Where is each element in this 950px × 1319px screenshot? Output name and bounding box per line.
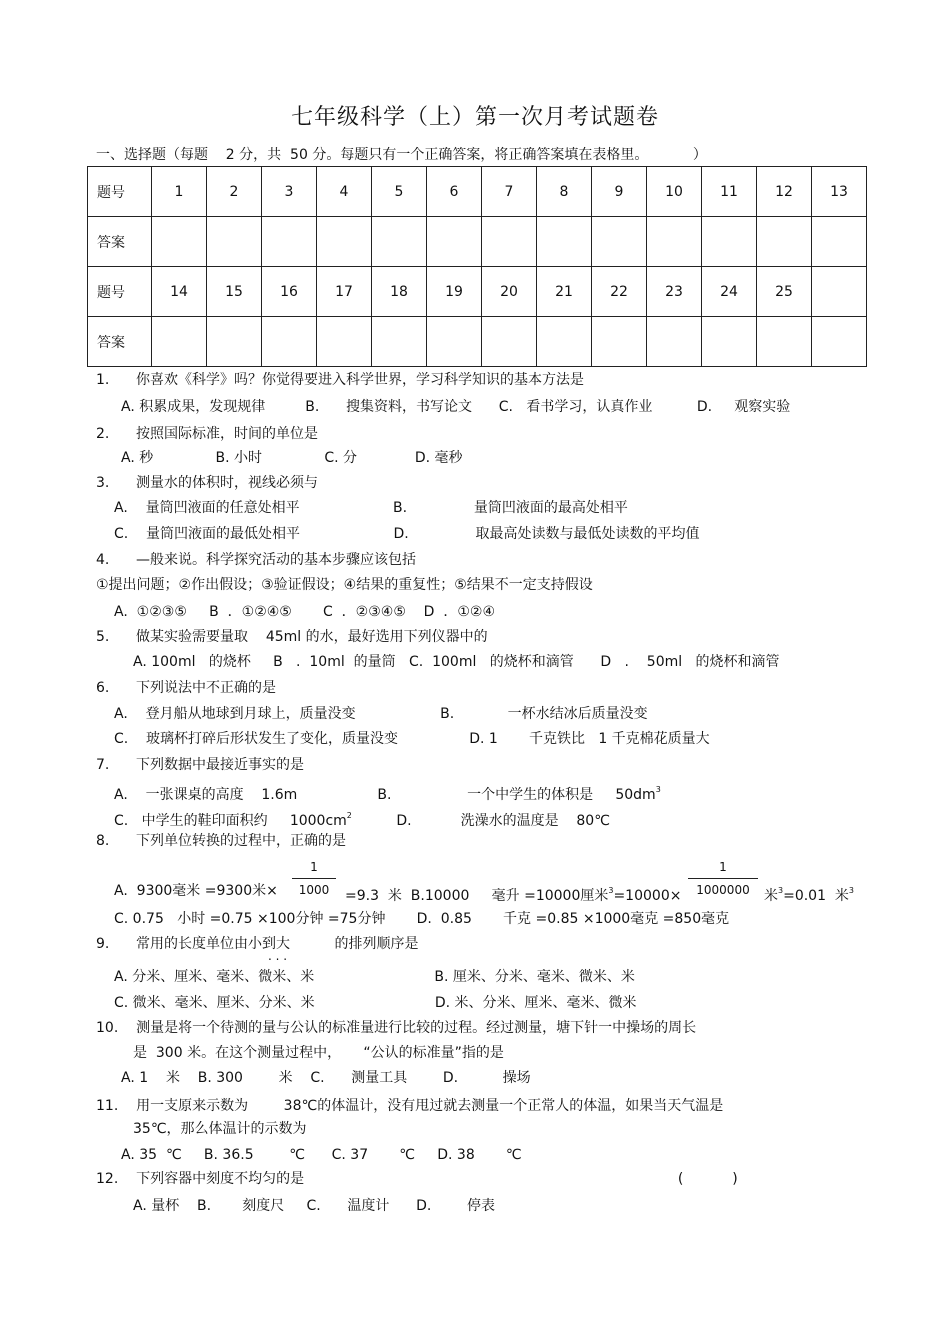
question-9: 9. 常用的长度单位由小到大 的排列顺序是 [96,936,419,952]
section-instruction: 一、选择题（每题 2 分，共 50 分。每题只有一个正确答案，将正确答案填在表格里。 ） [96,147,707,163]
answer-cell[interactable] [702,317,757,367]
emphasis-dots: . . . [268,949,288,963]
question-number-cell: 21 [537,267,592,317]
question-number-cell: 10 [647,167,702,217]
answer-cell[interactable] [482,217,537,267]
answer-cell[interactable] [317,217,372,267]
table-row [88,267,867,317]
answer-cell[interactable] [372,217,427,267]
answer-cell[interactable] [812,317,867,367]
superscript: 2 [346,811,352,820]
question-number-cell: 16 [262,267,317,317]
question-7: 7. 下列数据中最接近事实的是 [96,757,305,773]
question-11-options: A. 35 ℃ B. 36.5 ℃ C. 37 ℃ D. 38 ℃ [121,1147,522,1163]
answer-cell[interactable] [702,217,757,267]
superscript: 3 [848,886,854,895]
question-8: 8. 下列单位转换的过程中，正确的是 [96,833,347,849]
answer-cell[interactable] [757,217,812,267]
question-1-options: A. 积累成果，发现规律 B. 搜集资料，书写论文 C. 看书学习，认真作业 D. 观察实验 [121,399,791,415]
question-5-options: A. 100ml 的烧杯 B . 10ml 的量筒 C. 100ml 的烧杯和滴管 D . 50ml 的烧杯和滴管 [133,654,780,670]
option-text: =9.3 米 B.10000 毫升 =10000厘米 [345,888,609,904]
question-number-cell: 19 [427,267,482,317]
question-8-options-cd: C. 0.75 小时 =0.75 ×100分钟 =75分钟 D. 0.85 千克 =0.85 ×1000毫克 =850毫克 [114,911,730,927]
question-6-options-cd: C. 玻璃杯打碎后形状发生了变化，质量没变 D. 1 千克铁比 1 千克棉花质量大 [114,731,710,747]
option-text: =10000× [613,888,682,904]
table-row [88,317,867,367]
answer-cell[interactable] [812,217,867,267]
question-1: 1. 你喜欢《科学》吗？你觉得要进入科学世界，学习科学知识的基本方法是 [96,372,585,388]
question-number-cell: 11 [702,167,757,217]
question-number-cell: 25 [757,267,812,317]
answer-cell[interactable] [537,317,592,367]
question-6: 6. 下列说法中不正确的是 [96,680,277,696]
question-number-cell: 22 [592,267,647,317]
answer-cell[interactable] [207,317,262,367]
question-4-options: A. ①②③⑤ B ．①②④⑤ C ．②③④⑤ D ．①②④ [114,604,496,620]
answer-cell[interactable] [427,317,482,367]
fraction-numerator: 1 [719,860,727,874]
question-number-cell: 13 [812,167,867,217]
fraction-numerator: 1 [310,860,318,874]
fraction-denominator: 1000000 [696,883,750,897]
fraction-bar [292,878,336,879]
question-number-cell: 15 [207,267,262,317]
question-number-cell: 9 [592,167,647,217]
question-8-option-b-part3 [764,882,854,905]
option-text: C. 中学生的鞋印面积约 1000cm [114,813,347,829]
superscript: 3 [655,785,661,794]
question-number-cell: 5 [372,167,427,217]
answer-cell[interactable] [427,217,482,267]
page-title: 七年级科学（上）第一次月考试题卷 [290,105,659,130]
question-6-options-ab: A. 登月船从地球到月球上，质量没变 B. 一杯水结冰后质量没变 [114,706,648,722]
answer-table [87,166,867,367]
question-12-options: A. 量杯 B. 刻度尺 C. 温度计 D. 停表 [133,1198,495,1214]
question-9-options-cd: C. 微米、毫米、厘米、分米、米 D. 米、分米、厘米、毫米、微米 [114,995,637,1011]
table-header-cell: 题号 [88,267,152,317]
table-row [88,167,867,217]
question-number-cell: 2 [207,167,262,217]
question-10-options: A. 1 米 B. 300 米 C. 测量工具 D. 操场 [121,1070,531,1086]
question-7-options-ab [114,781,661,804]
table-header-cell: 题号 [88,167,152,217]
answer-cell[interactable] [647,317,702,367]
question-number-cell: 1 [152,167,207,217]
answer-cell[interactable] [372,317,427,367]
question-2-options: A. 秒 B. 小时 C. 分 D. 毫秒 [121,450,463,466]
option-text: D. 洗澡水的温度是 80℃ [351,813,610,829]
question-4-steps: ①提出问题；②作出假设；③验证假设；④结果的重复性；⑤结果不一定支持假设 [96,577,593,593]
question-number-cell: 8 [537,167,592,217]
answer-cell[interactable] [592,217,647,267]
question-8-option-a-part1: A. 9300毫米 =9300米× [114,883,278,899]
question-3: 3. 测量水的体积时，视线必须与 [96,475,319,491]
question-12: 12. 下列容器中刻度不均匀的是 ( ) [96,1171,738,1187]
question-number-cell: 24 [702,267,757,317]
answer-cell[interactable] [592,317,647,367]
question-number-cell: 20 [482,267,537,317]
answer-cell[interactable] [262,217,317,267]
answer-cell[interactable] [317,317,372,367]
table-header-cell: 答案 [88,317,152,367]
question-number-cell: 14 [152,267,207,317]
question-9-options-ab: A. 分米、厘米、毫米、微米、米 B. 厘米、分米、毫米、微米、米 [114,969,635,985]
question-number-cell: 23 [647,267,702,317]
superscript: 3 [778,886,784,895]
answer-cell[interactable] [152,217,207,267]
question-10-cont: 是 300 米。在这个测量过程中， “公认的标准量”指的是 [133,1045,504,1061]
superscript: 3 [608,886,614,895]
question-3-options-ab: A. 量筒凹液面的任意处相平 B. 量筒凹液面的最高处相平 [114,500,628,516]
answer-cell[interactable] [207,217,262,267]
table-header-cell: 答案 [88,217,152,267]
question-3-options-cd: C. 量筒凹液面的最低处相平 D. 取最高处读数与最低处读数的平均值 [114,526,700,542]
question-8-option-ab-part2 [345,882,681,905]
question-11-cont: 35℃，那么体温计的示数为 [133,1121,307,1137]
question-number-cell: 4 [317,167,372,217]
option-text: A. 一张课桌的高度 1.6m B. 一个中学生的体积是 50dm [114,787,656,803]
question-number-cell: 3 [262,167,317,217]
question-number-cell [812,267,867,317]
answer-cell[interactable] [537,217,592,267]
option-text: 米 [764,888,778,904]
question-number-cell: 18 [372,267,427,317]
question-number-cell: 6 [427,167,482,217]
question-2: 2. 按照国际标准，时间的单位是 [96,426,319,442]
answer-cell[interactable] [482,317,537,367]
answer-cell[interactable] [647,217,702,267]
question-number-cell: 17 [317,267,372,317]
question-11: 11. 用一支原来示数为 38℃的体温计，没有甩过就去测量一个正常人的体温，如果当天气温是 [96,1098,724,1114]
question-5: 5. 做某实验需要量取 45ml 的水，最好选用下列仪器中的 [96,629,488,645]
answer-cell[interactable] [757,317,812,367]
answer-cell[interactable] [152,317,207,367]
question-4: 4. —般来说。科学探究活动的基本步骤应该包括 [96,552,417,568]
table-row [88,217,867,267]
answer-cell[interactable] [262,317,317,367]
option-text: =0.01 米 [783,888,849,904]
question-7-options-cd [114,807,610,830]
fraction-bar [688,878,758,879]
question-number-cell: 12 [757,167,812,217]
fraction-denominator: 1000 [298,883,330,897]
question-10: 10. 测量是将一个待测的量与公认的标准量进行比较的过程。经过测量，塘下针一中操场的周长 [96,1020,697,1036]
question-number-cell: 7 [482,167,537,217]
